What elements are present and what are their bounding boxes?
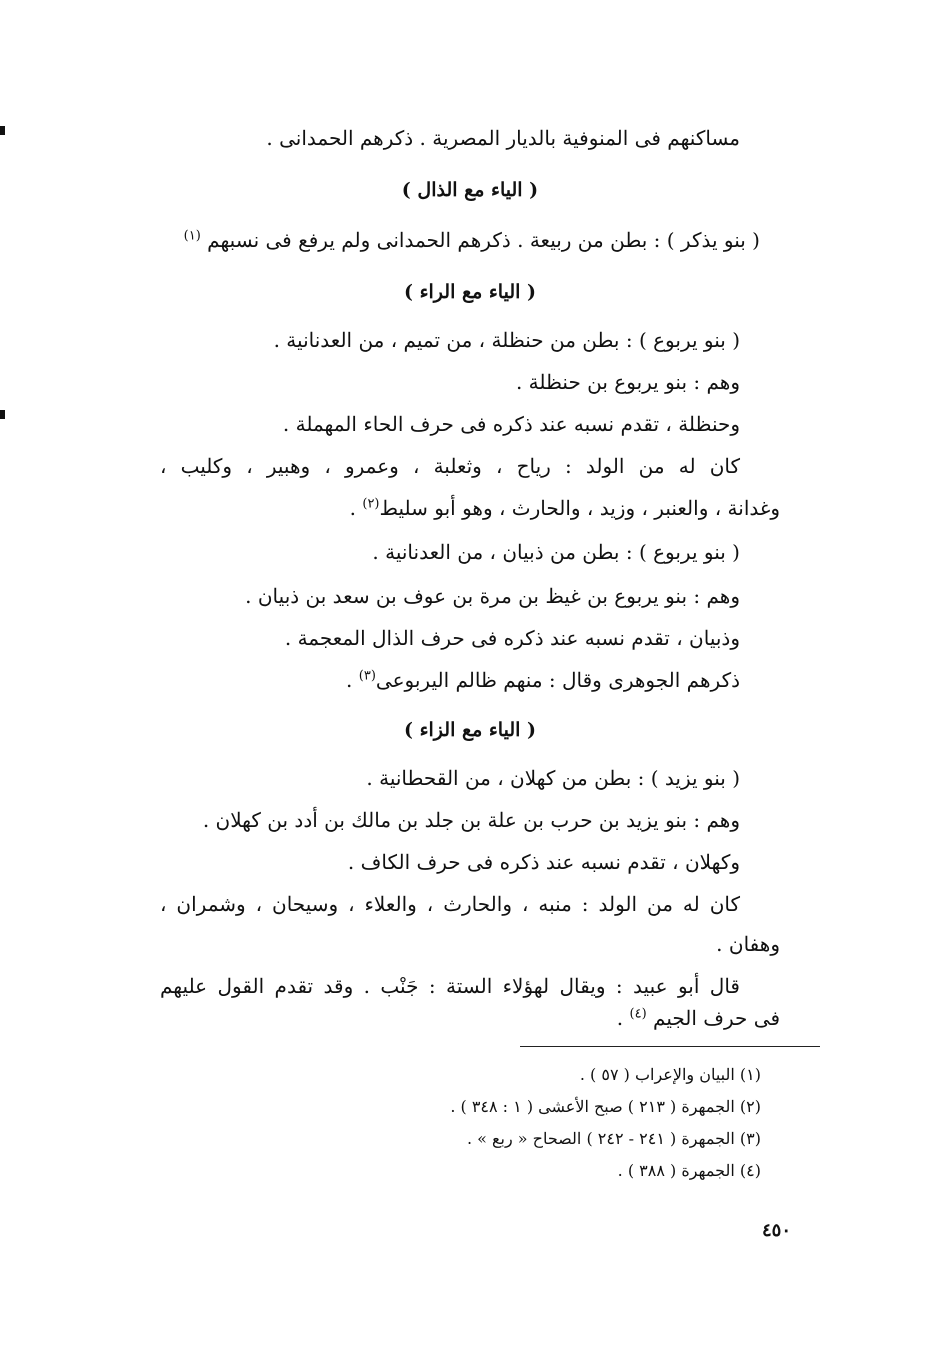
body-line: وهم : بنو يربوع بن غيظ بن مرة بن عوف بن سعد بن ذبيان . — [245, 584, 740, 608]
body-line: وهم : بنو يزيد بن حرب بن علة بن جلد بن مالك بن أدد بن كهلان . — [202, 808, 740, 832]
footnote: (٤) الجمهرة ( ٣٨٨ ) . — [617, 1161, 761, 1180]
body-line: كان له من الولد : منبه ، والحارث ، والعلاء ، وسيحان ، وشمران ، — [160, 892, 740, 916]
body-line: وكهلان ، تقدم نسبه عند ذكره فى حرف الكاف . — [347, 850, 740, 874]
body-line: قال أبو عبيد : ويقال لهؤلاء الستة : جَنْب . وقد تقدم القول عليهم — [160, 974, 740, 998]
footnotes — [261, 0, 761, 1200]
body-line: مساكنهم فى المنوفية بالديار المصرية . ذكرهم الحمدانى . — [266, 126, 740, 150]
body-line: ( بنو يذكر ) : بطن من ربيعة . ذكرهم الحمدانى ولم يرفع فى نسبهم $^{(١)}$ — [183, 228, 760, 252]
body-line: فى حرف الجيم $^{(٤)}$ . — [616, 1006, 780, 1030]
page-number: ٤٥٠ — [762, 1220, 792, 1241]
body-line: وذبيان ، تقدم نسبه عند ذكره فى حرف الذال المعجمة . — [284, 626, 740, 650]
body-line: ذكرهم الجوهرى وقال : منهم ظالم اليربوعى$^{(٣)}$ . — [346, 668, 740, 692]
body-line: وحنظلة ، تقدم نسبه عند ذكره فى حرف الحاء المهملة . — [282, 412, 740, 436]
section-heading: ( الياء مع الذال ) — [401, 179, 539, 201]
footnote-ref: (٣) — [358, 668, 376, 684]
footnote: (٢) الجمهرة ( ٢١٣ ) صبح الأعشى ( ١ : ٣٤٨ ) . — [450, 1097, 761, 1116]
footnote: (١) البيان والإعراب ( ٥٧ ) . — [579, 1065, 761, 1084]
body-line: وهم : بنو يربوع بن حنظلة . — [515, 370, 740, 394]
body-line: كان له من الولد : رياح ، وثعلبة ، وعمرو ، وهبير ، وكليب ، — [160, 454, 740, 478]
body-line: ( بنو يربوع ) : بطن من ذبيان ، من العدنانية . — [372, 540, 740, 564]
body-line: ( بنو يزيد ) : بطن من كهلان ، من القحطانية . — [366, 766, 740, 790]
footnote-ref: (١) — [183, 228, 201, 244]
footnote-ref: (٢) — [362, 496, 380, 512]
section-heading: ( الياء مع الزاء ) — [403, 719, 537, 741]
margin-mark — [0, 126, 5, 135]
footnote-ref: (٤) — [629, 1006, 647, 1022]
footnote: (٣) الجمهرة ( ٢٤١ - ٢٤٢ ) الصحاح « ربع » . — [466, 1129, 761, 1148]
body-line: وغدانة ، والعنبر ، وزيد ، والحارث ، وهو أبو سليط$^{(٢)}$ . — [349, 496, 780, 520]
body-line: ( بنو يربوع ) : بطن من حنظلة ، من تميم ، من العدنانية . — [273, 328, 740, 352]
margin-mark — [0, 410, 5, 419]
body-line: وهفان . — [716, 932, 780, 956]
section-heading: ( الياء مع الراء ) — [403, 281, 537, 303]
